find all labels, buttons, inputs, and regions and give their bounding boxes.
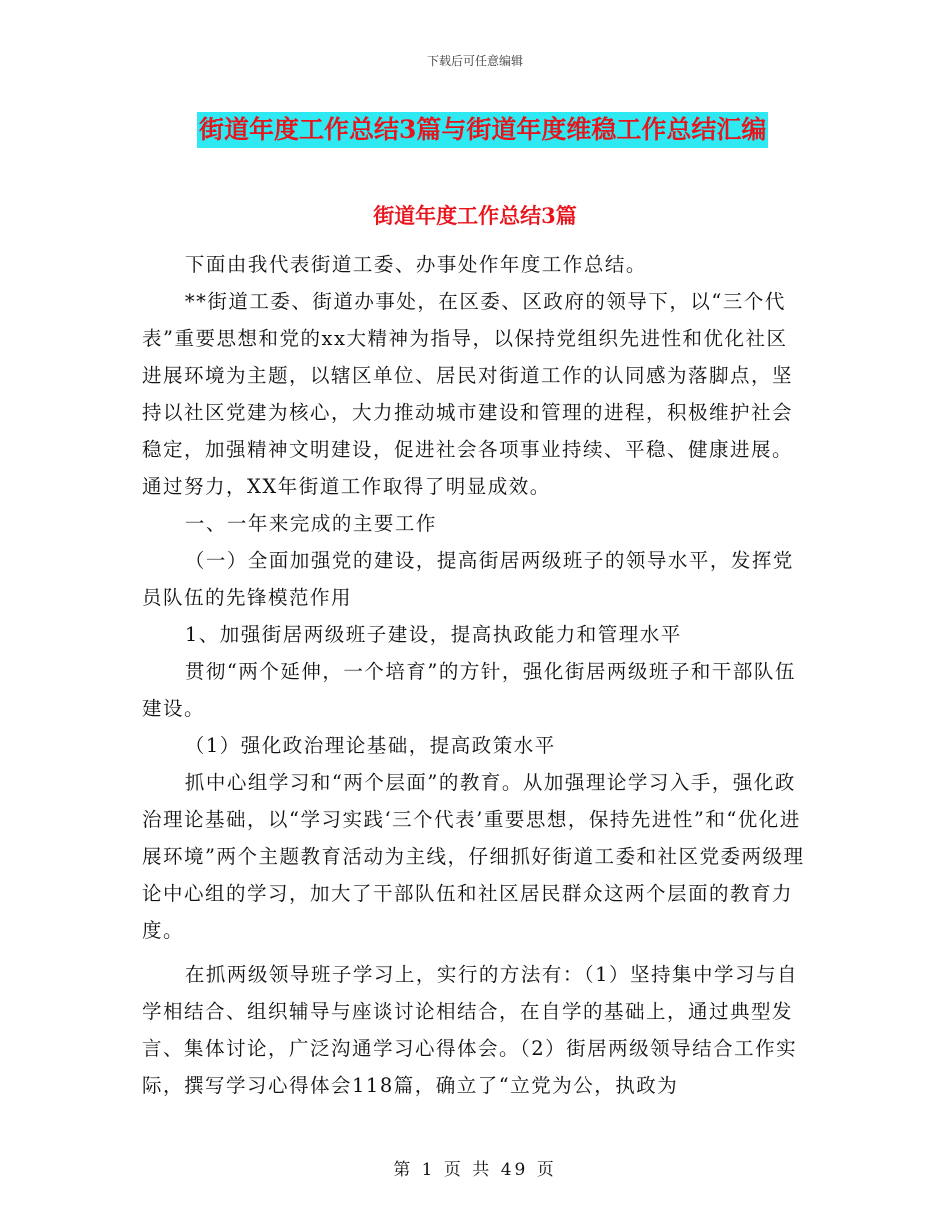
paragraph: 在抓两级领导班子学习上，实行的方法有：（1）坚持集中学习与自学相结合、组织辅导与座谈讨论相结合，在自学的基础上，通过典型发言、集体讨论，广泛沟通学习心得体会。（2）街居两级领导结合工作实际，撰写学习心得体会118篇，确立了“立党为公，执政为 [142,963,799,1097]
paragraph: 抓中心组学习和“两个层面”的教育。从加强理论学习入手，强化政治理论基础，以“学习实践‘三个代表’重要思想，保持先进性”和“优化进展环境”两个主题教育活动为主线，仔细抓好街道工委和社区党委两级理论中心组的学习，加大了干部队伍和社区居民群众这两个层面的教育力度。 [142,771,805,942]
paragraph: 下面由我代表街道工委、办事处作年度工作总结。 [184,253,647,276]
page-header-note: 下载后可任意编辑 [426,54,523,68]
paragraph: 1、加强街居两级班子建设，提高执政能力和管理水平 [184,623,682,646]
page-number-footer: 第 1 页 共 49 页 [393,1160,557,1180]
paragraph: 贯彻“两个延伸，一个培育”的方针，强化街居两级班子和干部队伍建设。 [142,660,796,720]
document-main-title: 街道年度工作总结3篇与街道年度维稳工作总结汇编 [197,112,768,148]
paragraph: （一）全面加强党的建设，提高街居两级班子的领导水平，发挥党员队伍的先锋模范作用 [142,549,794,609]
document-sub-title: 街道年度工作总结3篇 [373,203,577,228]
paragraph: （1）强化政治理论基础，提高政策水平 [184,734,556,757]
paragraph: 一、一年来完成的主要工作 [184,512,437,535]
document-body [142,246,807,1104]
paragraph: **街道工委、街道办事处，在区委、区政府的领导下，以“三个代表”重要思想和党的xx大精神为指导，以保持党组织先进性和优化社区进展环境为主题，以辖区单位、居民对街道工作的认同感为落脚点，坚持以社区党建为核心，大力推动城市建设和管理的进程，积极维护社会稳定，加强精神文明建设，促进社会各项事业持续、平稳、健康进展。通过努力，XX年街道工作取得了明显成效。 [142,290,794,498]
